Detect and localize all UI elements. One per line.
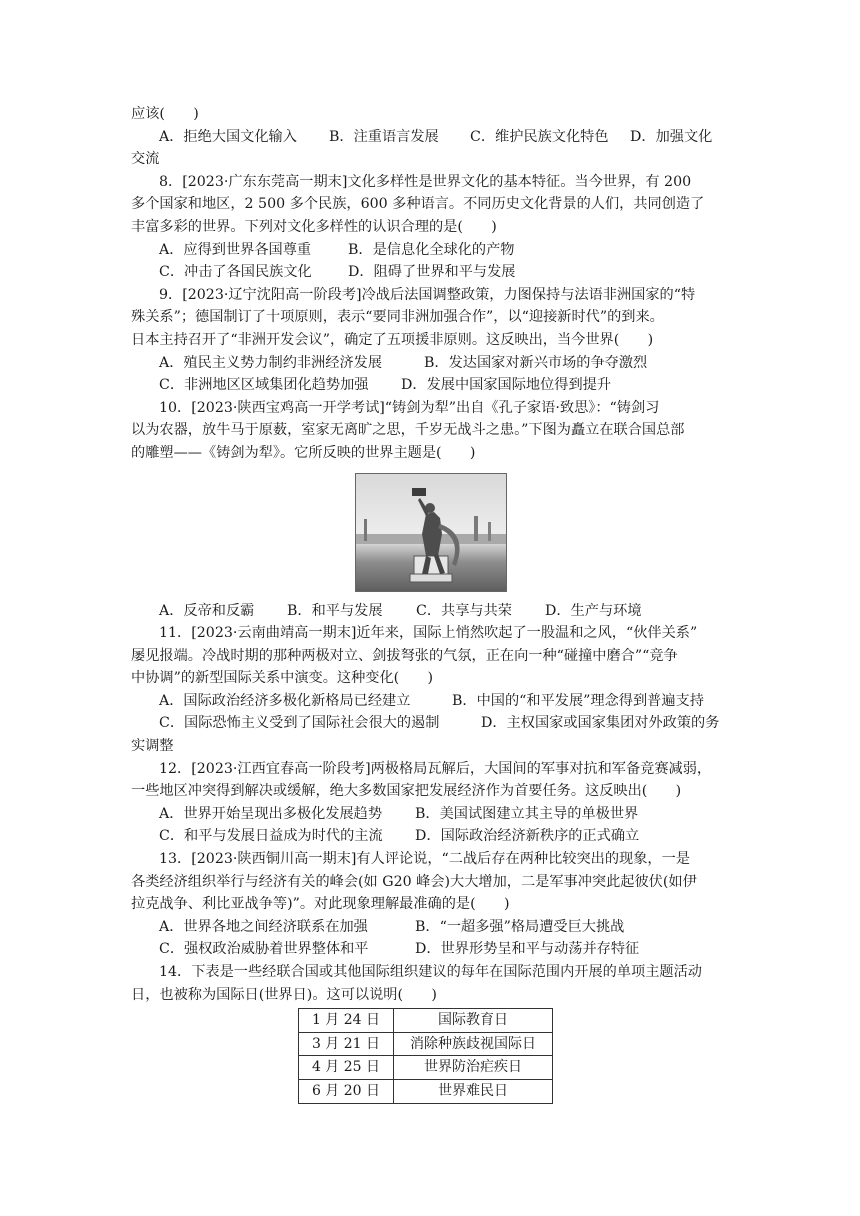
- options-row: [131, 352, 731, 375]
- option: D．阻碍了世界和平与发展: [348, 264, 516, 281]
- stem-line: 应该( ): [131, 106, 199, 122]
- option: D．国际政治经济新秩序的正式确立: [415, 828, 640, 845]
- question-stem: 的雕塑——《铸剑为犁》。它所反映的世界主题是( ): [131, 444, 476, 461]
- question-stem: 多个国家和地区，2 500 多个民族，600 多种语言。不同历史文化背景的人们，共同创造了: [131, 196, 705, 213]
- table-row: [299, 1079, 553, 1103]
- table-row: [299, 1009, 553, 1033]
- option: B．“一超多强”格局遭受巨大挑战: [415, 918, 625, 935]
- options-row: [131, 916, 731, 939]
- question-page: [131, 103, 731, 1104]
- question-stem: 日，也被称为国际日(世界日)。这可以说明( ): [131, 986, 437, 1003]
- options-row: [131, 690, 731, 713]
- question-stem: 中协调”的新型国际关系中演变。这种变化( ): [131, 670, 434, 687]
- options-row: [131, 938, 731, 961]
- table-row: [299, 1056, 553, 1080]
- option: B．和平与发展: [287, 602, 383, 619]
- options-row: [131, 126, 731, 149]
- options-row: [131, 825, 731, 848]
- question-stem: 丰富多彩的世界。下列对文化多样性的认识合理的是( ): [131, 218, 497, 235]
- option: B．注重语言发展: [329, 128, 439, 145]
- stem-line: 交流: [131, 151, 160, 168]
- question-stem: 12．[2023·江西宜春高一阶段考]两极格局瓦解后，大国间的军事对抗和军备竞赛减弱，: [159, 760, 712, 777]
- option: C．维护民族文化特色: [470, 128, 609, 145]
- question-stem: 拉克战争、利比亚战争等)”。对此现象理解最准确的是( ): [131, 896, 510, 913]
- option: D．世界形势呈和平与动荡并存特征: [415, 941, 640, 958]
- option: C．国际恐怖主义受到了国际社会很大的遏制: [159, 715, 440, 732]
- options-row: [131, 261, 731, 284]
- option: A．应得到世界各国尊重: [159, 241, 312, 258]
- table-cell-date: 4 月 25 日: [299, 1056, 394, 1080]
- question-stem: 8．[2023·广东东莞高一期末]文化多样性是世界文化的基本特征。当今世界，有 200: [159, 173, 692, 190]
- table-cell-name: 世界难民日: [394, 1079, 553, 1103]
- options-row: [131, 239, 731, 262]
- option: B．美国试图建立其主导的单极世界: [415, 805, 639, 822]
- options-row: [131, 803, 731, 826]
- option: C．冲击了各国民族文化: [159, 264, 312, 281]
- question-stem: 殊关系”；德国制订了十项原则，表示“要同非洲加强合作”，以“迎接新时代”的到来。: [131, 309, 664, 326]
- sculpture-photo: [355, 473, 507, 592]
- sculpture-illustration: [356, 474, 506, 591]
- table-cell-date: 1 月 24 日: [299, 1009, 394, 1033]
- question-stem: 以为农器，放牛马于原薮，室家无离旷之思，千岁无战斗之患。”下图为矗立在联合国总部: [131, 422, 685, 439]
- option: B．中国的“和平发展”理念得到普遍支持: [452, 692, 704, 709]
- options-row: [131, 712, 731, 735]
- option: B．是信息化全球化的产物: [348, 241, 515, 258]
- table-cell-name: 消除种族歧视国际日: [394, 1032, 553, 1056]
- question-stem: 各类经济组织举行与经济有关的峰会(如 G20 峰会)大大增加，二是军事冲突此起彼伏(如伊: [131, 873, 697, 890]
- question-stem: 一些地区冲突得到解决或缓解，绝大多数国家把发展经济作为首要任务。这反映出( ): [131, 783, 682, 800]
- option: A．殖民主义势力制约非洲经济发展: [159, 354, 383, 371]
- question-stem: 14．下表是一些经联合国或其他国际组织建议的每年在国际范围内开展的单项主题活动: [159, 964, 702, 980]
- table-cell-date: 6 月 20 日: [299, 1079, 394, 1103]
- option: A．反帝和反霸: [159, 602, 255, 619]
- option: D．发展中国家国际地位得到提升: [401, 377, 612, 394]
- options-row: [131, 600, 731, 623]
- option: C．和平与发展日益成为时代的主流: [159, 828, 383, 845]
- option: A．拒绝大国文化输入: [159, 128, 297, 145]
- question-stem: 10．[2023·陕西宝鸡高一开学考试]“铸剑为犁”出自《孔子家语·致思》：“铸剑习: [159, 399, 660, 416]
- table-cell-name: 国际教育日: [394, 1009, 553, 1033]
- option: C．非洲地区区域集团化趋势加强: [159, 377, 369, 394]
- stem-line: 实调整: [131, 738, 174, 755]
- option: A．国际政治经济多极化新格局已经建立: [159, 692, 411, 709]
- option: A．世界各地之间经济联系在加强: [159, 918, 368, 935]
- option: C．共享与共荣: [416, 602, 512, 619]
- question-stem: 13．[2023·陕西铜川高一期末]有人评论说，“二战后存在两种比较突出的现象，一是: [159, 851, 690, 868]
- table-cell-name: 世界防治疟疾日: [394, 1056, 553, 1080]
- option: C．强权政治威胁着世界整体和平: [159, 941, 369, 958]
- table-row: [299, 1032, 553, 1056]
- table-cell-date: 3 月 21 日: [299, 1032, 394, 1056]
- option: D．主权国家或国家集团对外政策的务: [481, 715, 720, 732]
- option: D．生产与环境: [545, 602, 642, 619]
- international-days-table: [298, 1008, 553, 1103]
- question-stem: 9．[2023·辽宁沈阳高一阶段考]冷战后法国调整政策，力图保持与法语非洲国家的“特: [159, 286, 696, 303]
- option: B．发达国家对新兴市场的争夺激烈: [424, 354, 648, 371]
- option: D．加强文化: [630, 128, 713, 145]
- question-stem: 日本主持召开了“非洲开发会议”，确定了五项援非原则。这反映出，当今世界( ): [131, 331, 654, 348]
- question-stem: 11．[2023·云南曲靖高一期末]近年来，国际上悄然吹起了一股温和之风，“伙伴关系”: [159, 625, 698, 642]
- question-stem: 屡见报端。冷战时期的那种两极对立、剑拔弩张的气氛，正在向一种“碰撞中磨合”“竞争: [131, 647, 678, 664]
- options-row: [131, 374, 731, 397]
- option: A．世界开始呈现出多极化发展趋势: [159, 805, 383, 822]
